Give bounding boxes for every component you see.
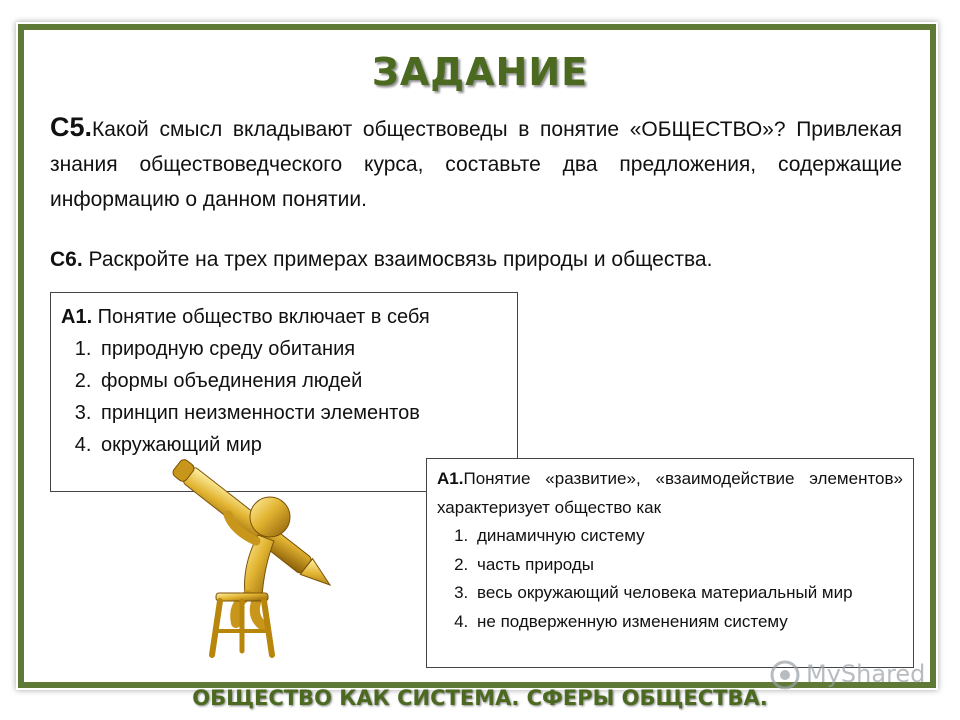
option-item: 3. весь окружающий человека материальный мир (473, 579, 903, 608)
task-c6-text: Раскройте на трех примерах взаимосвязь природы и общества. (82, 248, 713, 271)
footer-title: ОБЩЕСТВО КАК СИСТЕМА. СФЕРЫ ОБЩЕСТВА. (192, 686, 768, 710)
options-a1-first (61, 333, 507, 461)
question-a1-second-label: А1. (437, 469, 464, 488)
question-box-a1-second (426, 458, 914, 668)
task-c5-text: Какой смысл вкладывают обществоведы в понятие «ОБЩЕСТВО»? Привлекая знания обществоведческого курса, составьте два предложения, содержащие информацию о данном понятии. (50, 118, 902, 211)
task-c5 (50, 110, 902, 217)
question-a1-first-text: Понятие общество включает в себя (92, 306, 430, 328)
option-item: 1. природную среду обитания (97, 333, 507, 365)
question-a1-first (61, 301, 507, 333)
task-c5-label: С5. (50, 112, 93, 142)
task-c6-label: С6. (50, 248, 83, 271)
slide-title: ЗАДАНИЕ (371, 50, 589, 94)
options-a1-second (437, 522, 903, 636)
question-a1-first-label: А1. (61, 306, 93, 328)
option-item: 4. окружающий мир (97, 429, 507, 461)
watermark-text: MyShared (806, 660, 926, 688)
option-item: 2. формы объединения людей (97, 365, 507, 397)
option-item: 3. принцип неизменности элементов (97, 397, 507, 429)
option-item: 1. динамичную систему (473, 522, 903, 551)
option-item: 2. часть природы (473, 551, 903, 580)
option-item: 4. не подверженную изменениям систему (473, 608, 903, 637)
task-c6 (50, 242, 902, 277)
pencil-figure-illustration (150, 455, 350, 665)
question-a1-second (437, 465, 903, 522)
question-a1-second-text: Понятие «развитие», «взаимодействие элементов» характеризует общество как (437, 469, 903, 517)
